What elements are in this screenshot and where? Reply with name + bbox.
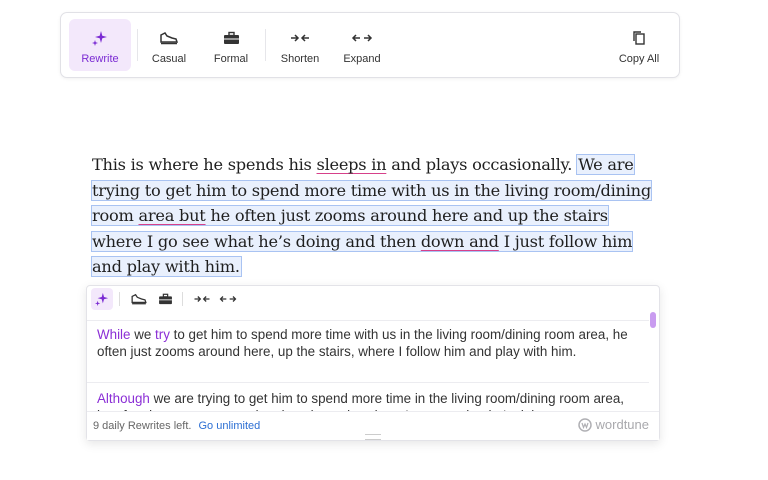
panel-footer bbox=[87, 411, 659, 440]
briefcase-icon bbox=[223, 25, 240, 51]
arrows-out-icon bbox=[219, 294, 237, 304]
spelling-underline[interactable]: down and bbox=[420, 231, 499, 251]
text-segment: and plays occasionally. bbox=[386, 155, 573, 174]
arrows-in-icon bbox=[193, 294, 211, 304]
wordtune-logo bbox=[578, 417, 649, 432]
rewrites-remaining bbox=[93, 420, 260, 432]
panel-rewrite-button[interactable] bbox=[91, 288, 113, 310]
sparkle-icon bbox=[95, 292, 109, 306]
expand-button[interactable] bbox=[333, 19, 391, 71]
panel-casual-button[interactable] bbox=[128, 288, 150, 310]
panel-toolbar bbox=[87, 286, 659, 312]
suggestion-text: we are trying to get him to spend more time in the living room/dining room area, bbox=[153, 391, 624, 406]
panel-formal-button[interactable] bbox=[154, 288, 176, 310]
copy-all-label: Copy All bbox=[618, 53, 660, 65]
go-unlimited-link[interactable]: Go unlimited bbox=[198, 420, 261, 432]
panel-scrollbar[interactable] bbox=[650, 312, 656, 328]
text-segment: We are trying to get him to spend more time with us in the living room/dining room bbox=[92, 155, 651, 225]
text-segment: I just follow him and play with him. bbox=[92, 231, 633, 276]
toolbar-divider bbox=[137, 29, 138, 61]
formal-button[interactable] bbox=[203, 19, 259, 71]
rewrite-label: Rewrite bbox=[81, 53, 119, 65]
briefcase-icon bbox=[158, 293, 173, 305]
toolbar-divider bbox=[265, 29, 266, 61]
spelling-underline[interactable]: sleeps in bbox=[316, 155, 387, 174]
wordtune-icon bbox=[578, 418, 592, 432]
suggestion-item[interactable] bbox=[87, 320, 649, 360]
suggestion-text: we bbox=[130, 327, 156, 342]
resize-grip[interactable] bbox=[365, 434, 381, 440]
arrows-out-icon bbox=[352, 25, 372, 51]
panel-shorten-button[interactable] bbox=[191, 288, 213, 310]
sneaker-icon bbox=[131, 293, 147, 305]
brand-name: wordtune bbox=[595, 417, 649, 432]
casual-button[interactable] bbox=[141, 19, 197, 71]
sneaker-icon bbox=[160, 25, 178, 51]
text-segment: This is where he spends his bbox=[92, 155, 317, 174]
suggestion-highlight: Although bbox=[97, 391, 150, 406]
sparkle-icon bbox=[92, 25, 108, 51]
panel-divider bbox=[182, 292, 183, 306]
suggestion-text: to get him to spend more time with us in the living room/dining room area, he often just zooms around here, up the stairs, where I follow him and play with him. bbox=[97, 327, 628, 359]
rewrite-toolbar bbox=[60, 12, 680, 78]
editor-text[interactable] bbox=[92, 152, 652, 280]
shorten-label: Shorten bbox=[280, 53, 320, 65]
panel-expand-button[interactable] bbox=[217, 288, 239, 310]
panel-divider bbox=[119, 292, 120, 306]
suggestions-panel bbox=[86, 285, 660, 441]
copy-all-button[interactable] bbox=[611, 19, 667, 71]
arrows-in-icon bbox=[290, 25, 310, 51]
shorten-button[interactable] bbox=[271, 19, 329, 71]
copy-icon bbox=[632, 25, 646, 51]
rewrite-button[interactable] bbox=[69, 19, 131, 71]
expand-label: Expand bbox=[343, 53, 381, 65]
suggestion-highlight: try bbox=[155, 327, 170, 342]
text-segment: he often just zooms around here and up the stairs where I go see what he’s doing and then bbox=[92, 206, 608, 251]
spelling-underline[interactable]: area but bbox=[138, 206, 206, 225]
formal-label: Formal bbox=[213, 53, 249, 65]
casual-label: Casual bbox=[151, 53, 187, 65]
remaining-text: 9 daily Rewrites left. bbox=[93, 420, 192, 432]
suggestion-item[interactable] bbox=[87, 382, 649, 414]
suggestion-highlight: While bbox=[97, 327, 131, 342]
